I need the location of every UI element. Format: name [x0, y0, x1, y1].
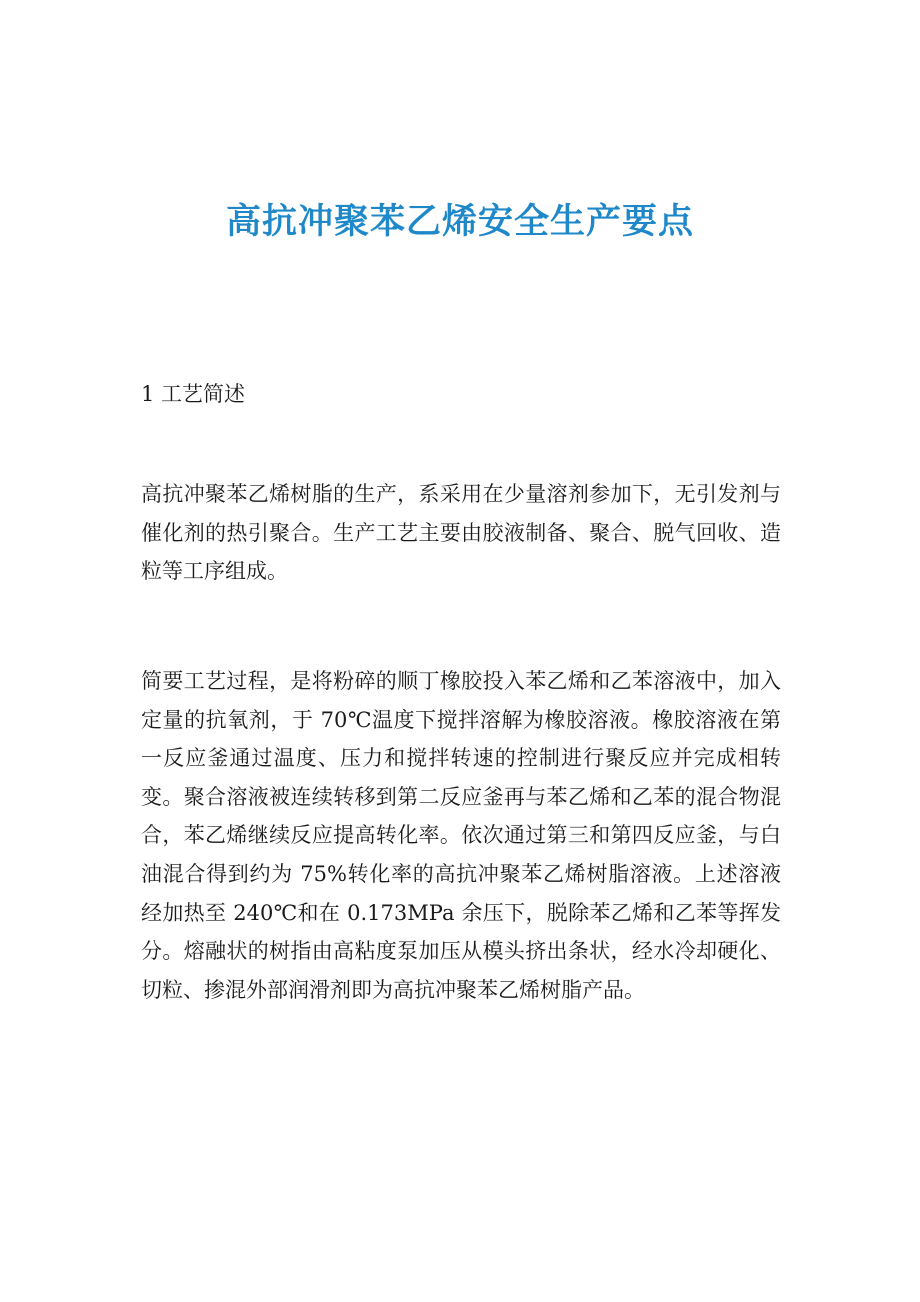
document-title: 高抗冲聚苯乙烯安全生产要点 [225, 202, 694, 242]
paragraph-process-overview: 高抗冲聚苯乙烯树脂的生产，系采用在少量溶剂参加下，无引发剂与催化剂的热引聚合。生产工艺主要由胶液制备、聚合、脱气回收、造粒等工序组成。 [141, 482, 781, 584]
paragraph-process-details: 简要工艺过程，是将粉碎的顺丁橡胶投入苯乙烯和乙苯溶液中，加入定量的抗氧剂，于 70℃温度下搅拌溶解为橡胶溶液。橡胶溶液在第一反应釜通过温度、压力和搅拌转速的控制进行聚反应并完成相转变。聚合溶液被连续转移到第二反应釜再与苯乙烯和乙苯的混合物混合，苯乙烯继续反应提高转化率。依次通过第三和第四反应釜，与白油混合得到约为 75%转化率的高抗冲聚苯乙烯树脂溶液。上述溶液经加热至 240℃和在 0.173MPa 余压下，脱除苯乙烯和乙苯等挥发分。熔融状的树指由高粘度泵加压从模头挤出条状，经水冷却硬化、切粒、掺混外部润滑剂即为高抗冲聚苯乙烯树脂产品。 [141, 669, 781, 1002]
section-heading: 1 工艺简述 [141, 382, 246, 406]
